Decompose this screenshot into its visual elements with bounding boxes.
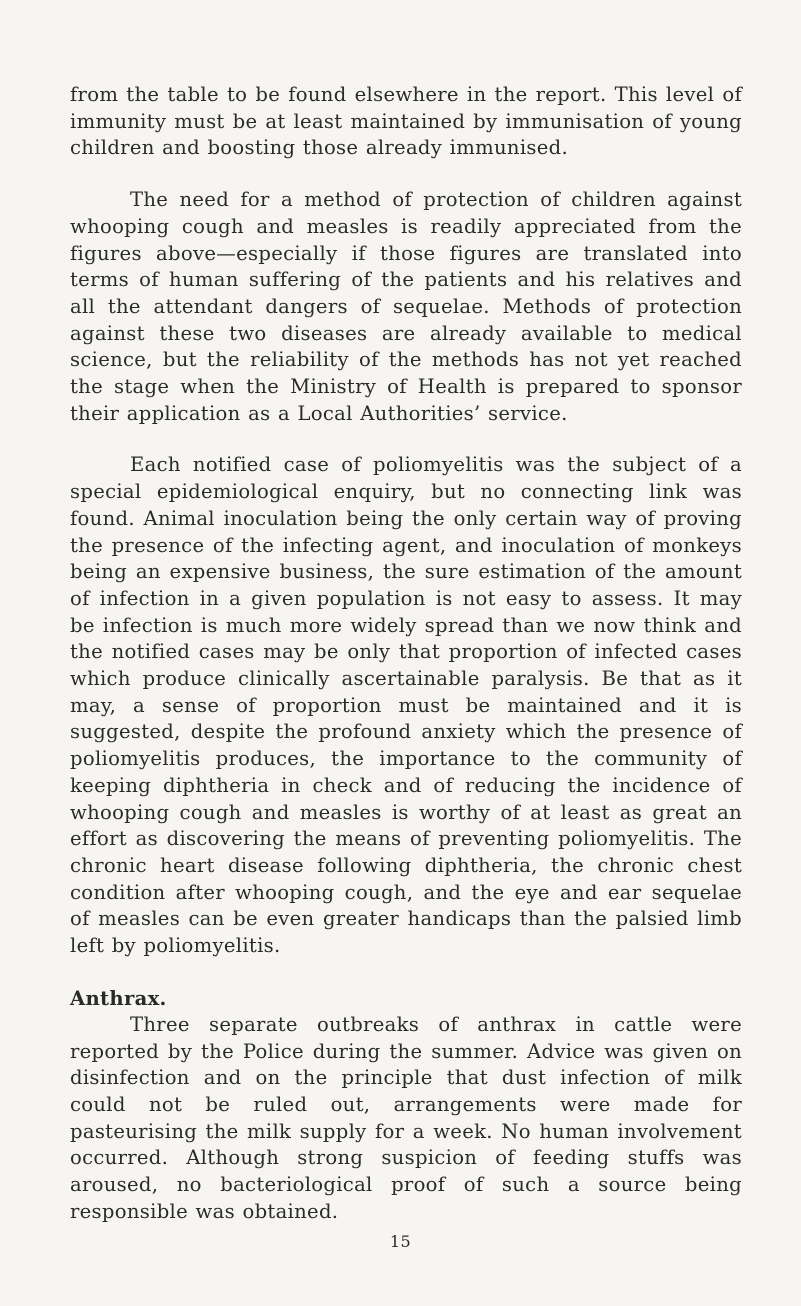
paragraph-immunity: from the table to be found elsewhere in the report. This level of immunity must be at least maintained by immunisation of young children and boosting those already immunised. [70, 83, 742, 160]
paragraph-gap [70, 427, 742, 452]
paragraph-gap [70, 960, 742, 985]
paragraph-whooping-cough-measles: The need for a method of protection of children against whooping cough and measles is readily appreciated from the figures above—especially if those figures are translated into terms of human suffering of the patients and his relatives and all the attendant dangers of sequelae. Methods of protection against these two diseases are already available to medical science, but the reliability of the methods has not yet reached the stage when the Ministry of Health is prepared to sponsor their application as a Local Authorities’ service. [70, 188, 742, 425]
paragraph-poliomyelitis: Each notified case of poliomyelitis was the subject of a special epidemiological enquiry, but no connecting link was found. Animal inoculation being the only certain way of proving the presence of the infecting agent, and inoculation of monkeys being an expensive business, the sure estimation of the amount of infection in a given population is not easy to assess. It may be infection is much more widely spread than we now think and the notified cases may be only that proportion of infected cases which produce clinically ascertainable paralysis. Be that as it may, a sense of proportion must be maintained and it is suggested, despite the profound anxiety which the presence of poliomyelitis produces, the importance to the community of keeping diphtheria in check and of reducing the incidence of whooping cough and measles is worthy of at least as great an effort as discovering the means of preventing poliomyelitis. The chronic heart disease following diphtheria, the chronic chest condition after whooping cough, and the eye and ear sequelae of measles can be even greater handicaps than the palsied limb left by poliomyelitis. [70, 453, 742, 958]
document-page [70, 82, 742, 1225]
page-number: 15 [389, 1232, 412, 1251]
section-heading-anthrax: Anthrax. [70, 986, 167, 1010]
paragraph-anthrax: Three separate outbreaks of anthrax in cattle were reported by the Police during the summer. Advice was given on disinfection and on the principle that dust infection of milk could not be ruled out, arrangements were made for pasteurising the milk supply for a week. No human involvement occurred. Although strong suspicion of feeding stuffs was aroused, no bacteriological proof of such a source being responsible was obtained. [70, 1012, 742, 1223]
paragraph-gap [70, 162, 742, 187]
